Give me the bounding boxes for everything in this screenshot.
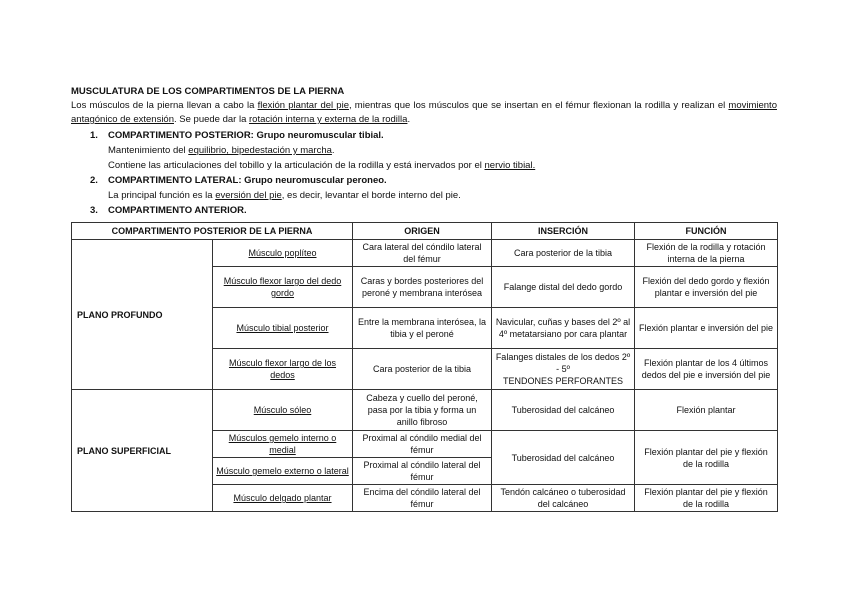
insertion-cell: Falange distal del dedo gordo (492, 267, 635, 308)
function-cell: Flexión del dedo gordo y flexión plantar e inversión del pie (635, 267, 778, 308)
insertion-note: TENDONES PERFORANTES (502, 376, 623, 386)
muscle-name: Músculo poplíteo (213, 240, 353, 267)
insertion-cell: Tuberosidad del calcáneo (492, 390, 635, 431)
intro-term-rotation: rotación interna y externa de la rodilla (249, 114, 408, 125)
section-anterior-heading (90, 205, 247, 216)
insertion-cell: Cara posterior de la tibia (492, 240, 635, 267)
desc-term-equilibrio: equilibrio, bipedestación y marcha (188, 145, 332, 156)
section-title: COMPARTIMENTO POSTERIOR: Grupo neuromuscular tibial. (108, 130, 384, 141)
function-cell: Flexión plantar de los 4 últimos dedos del pie e inversión del pie (635, 349, 778, 390)
insertion-text: Falanges distales de los dedos 2º - 5º (495, 352, 631, 374)
intro-text: , mientras que los músculos que se insertan en el fémur flexionan la rodilla y realizan el (348, 100, 729, 111)
table-header-row (72, 223, 778, 240)
function-cell: Flexión de la rodilla y rotación interna de la pierna (635, 240, 778, 267)
desc-text: Mantenimiento del (108, 145, 189, 156)
origin-cell: Proximal al cóndilo medial del fémur (353, 431, 492, 458)
muscle-name: Músculos gemelo interno o medial (213, 431, 353, 458)
document-title: MUSCULATURA DE LOS COMPARTIMENTOS DE LA PIERNA (71, 86, 345, 97)
origin-cell: Encima del cóndilo lateral del fémur (353, 485, 492, 512)
header-compartment: COMPARTIMENTO POSTERIOR DE LA PIERNA (72, 223, 353, 240)
intro-term-movement: movimiento antagónico de extensión (71, 100, 777, 125)
intro-text: . Se puede dar la (174, 114, 249, 125)
muscle-name: Músculo delgado plantar (213, 485, 353, 512)
muscle-name: Músculo tibial posterior (213, 308, 353, 349)
section-title: COMPARTIMENTO ANTERIOR. (108, 205, 247, 216)
insertion-cell (492, 349, 635, 390)
section-number: 3. (90, 205, 98, 216)
muscles-table (71, 222, 778, 512)
desc-text: Contiene las articulaciones del tobillo y la articulación de la rodilla y está inervados por el (108, 160, 485, 171)
desc-text: La principal función es la (108, 190, 216, 201)
lateral-desc (108, 190, 461, 201)
origin-cell: Proximal al cóndilo lateral del fémur (353, 458, 492, 485)
section-posterior-heading (90, 130, 384, 141)
header-origin: ORIGEN (353, 223, 492, 240)
function-cell: Flexión plantar del pie y flexión de la rodilla (635, 485, 778, 512)
insertion-cell: Tendón calcáneo o tuberosidad del calcáneo (492, 485, 635, 512)
intro-term-flexion: flexión plantar del pie (257, 100, 349, 111)
muscle-name: Músculo gemelo externo o lateral (213, 458, 353, 485)
table-row (72, 240, 778, 267)
header-function: FUNCIÓN (635, 223, 778, 240)
section-lateral-heading (90, 175, 387, 186)
plane-superficial-label: PLANO SUPERFICIAL (72, 390, 213, 512)
muscle-name: Músculo sóleo (213, 390, 353, 431)
posterior-desc-line1 (108, 145, 335, 156)
posterior-desc-line2 (108, 160, 535, 171)
function-cell: Flexión plantar e inversión del pie (635, 308, 778, 349)
section-number: 1. (90, 130, 98, 141)
intro-text: Los músculos de la pierna llevan a cabo la (71, 100, 258, 111)
insertion-cell: Tuberosidad del calcáneo (492, 431, 635, 485)
function-cell: Flexión plantar del pie y flexión de la rodilla (635, 431, 778, 485)
origin-cell: Caras y bordes posteriores del peroné y membrana interósea (353, 267, 492, 308)
section-title: COMPARTIMENTO LATERAL: Grupo neuromuscular peroneo. (108, 175, 387, 186)
origin-cell: Cara lateral del cóndilo lateral del fémur (353, 240, 492, 267)
desc-text: , es decir, levantar el borde interno del pie. (281, 190, 461, 201)
insertion-cell: Navicular, cuñas y bases del 2º al 4º metatarsiano por cara plantar (492, 308, 635, 349)
section-number: 2. (90, 175, 98, 186)
intro-paragraph (71, 99, 777, 127)
table-row (72, 390, 778, 431)
desc-term-nervio: nervio tibial. (484, 160, 536, 171)
origin-cell: Entre la membrana interósea, la tibia y el peroné (353, 308, 492, 349)
function-cell: Flexión plantar (635, 390, 778, 431)
plane-deep-label: PLANO PROFUNDO (72, 240, 213, 390)
intro-text: . (407, 114, 411, 125)
origin-cell: Cara posterior de la tibia (353, 349, 492, 390)
muscle-name: Músculo flexor largo de los dedos (213, 349, 353, 390)
desc-term-eversion: eversión del pie (215, 190, 282, 201)
desc-text: . (331, 145, 335, 156)
origin-cell: Cabeza y cuello del peroné, pasa por la tibia y forma un anillo fibroso (353, 390, 492, 431)
header-insertion: INSERCIÓN (492, 223, 635, 240)
muscle-name: Músculo flexor largo del dedo gordo (213, 267, 353, 308)
